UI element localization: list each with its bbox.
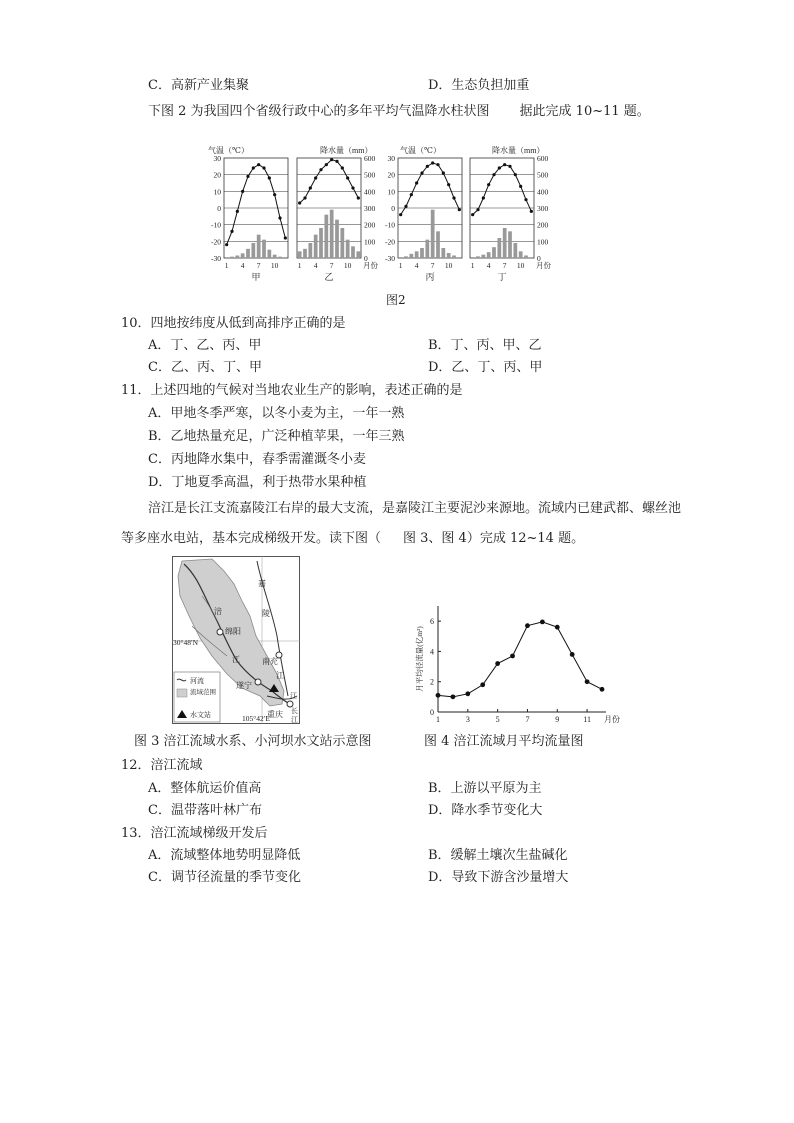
precip-bar (399, 257, 403, 258)
month-tick: 4 (414, 261, 419, 270)
q13-option-d: D．导致下游含沙量增大 (428, 870, 569, 885)
x-tick-label: 5 (495, 715, 500, 724)
intro-12-14-line1: 涪江是长江支流嘉陵江右岸的最大支流，是嘉陵江主要泥沙来源地。流域内已建武都、螺丝池 (148, 501, 682, 516)
temp-point (498, 166, 501, 169)
precip-bar (492, 247, 496, 258)
temp-point (246, 175, 249, 178)
precip-bar (319, 228, 323, 258)
precip-tick: 400 (364, 187, 376, 197)
y-tick-label: 4 (430, 647, 434, 657)
precip-bar (481, 255, 485, 258)
temp-tick: 30 (213, 154, 221, 163)
month-tick: 1 (470, 261, 475, 270)
temp-tick: -10 (385, 220, 395, 230)
q10-stem: 10．四地按纬度从低到高排序正确的是 (121, 316, 346, 331)
climate-panel-3 (385, 154, 462, 282)
precip-bar (409, 254, 413, 258)
temp-point (257, 163, 260, 166)
temp-point (415, 181, 418, 184)
figure-4-caption: 图 4 涪江流域月平均流量图 (424, 734, 584, 749)
panel-label: 丙 (425, 272, 435, 282)
place-suining: 遂宁 (236, 681, 252, 690)
panel-label: 乙 (324, 272, 334, 282)
river-label: 江 (276, 671, 284, 680)
precip-bar (283, 257, 287, 258)
month-tick: 10 (343, 261, 352, 270)
temp-tick: 30 (387, 154, 395, 163)
runoff-point (600, 687, 605, 692)
temp-point (410, 193, 413, 196)
q10-option-c: C．乙、丙、丁、甲 (148, 360, 262, 375)
month-unit: 月份 (363, 261, 378, 270)
month-tick: 10 (444, 261, 453, 270)
q11-stem: 11．上述四地的气候对当地农业生产的影响，表述正确的是 (121, 383, 463, 398)
precip-axis-title-left: 降水量（mm） (320, 146, 373, 155)
precip-bar (447, 253, 451, 258)
temp-point (278, 216, 281, 219)
q10-option-b: B．丁、丙、甲、乙 (428, 338, 542, 353)
temp-point (476, 208, 479, 211)
place-mianyang: 绵阳 (225, 627, 241, 636)
x-tick-label: 3 (465, 715, 470, 724)
temp-point (458, 208, 461, 211)
q11-option-c: C．丙地降水集中，春季需灌溉冬小麦 (148, 452, 366, 467)
temp-point (514, 173, 517, 176)
precip-bar (314, 235, 318, 258)
q10-option-d: D．乙、丁、丙、甲 (428, 360, 543, 375)
month-tick: 4 (313, 261, 318, 270)
temp-point (284, 236, 287, 239)
precip-bar (351, 246, 355, 258)
y-tick-label: 6 (430, 617, 434, 627)
temp-point (298, 201, 301, 204)
y-tick-label: 0 (430, 708, 434, 717)
temp-tick: -10 (211, 220, 221, 230)
precip-bar (303, 249, 307, 258)
temp-tick: -30 (385, 254, 395, 263)
q11-option-a: A．甲地冬季严寒，以冬小麦为主，一年一熟 (148, 406, 405, 421)
month-tick: 1 (297, 261, 302, 270)
temp-point (268, 176, 271, 179)
temp-point (482, 196, 485, 199)
temp-point (236, 210, 239, 213)
temp-tick: -30 (211, 254, 221, 263)
river-label: 江 (290, 692, 297, 700)
runoff-point (540, 620, 545, 625)
precip-bar (257, 235, 261, 258)
precip-tick: 400 (537, 187, 549, 197)
river-label: 嘉 (258, 579, 266, 588)
precip-bar (356, 251, 360, 258)
precip-bar (298, 251, 302, 258)
runoff-point (555, 625, 560, 630)
precip-bar (524, 256, 528, 259)
runoff-point (570, 652, 575, 657)
place-nanchong: 南充 (262, 657, 278, 666)
temp-point (404, 205, 407, 208)
figure-3-caption: 图 3 涪江流域水系、小河坝水文站示意图 (134, 734, 372, 749)
river-label: 江 (291, 716, 298, 724)
precip-tick: 500 (537, 170, 549, 180)
temp-point (273, 193, 276, 196)
legend-basin-icon (177, 689, 187, 697)
precip-bar (436, 231, 440, 258)
temp-point (357, 196, 360, 199)
precip-tick: 300 (364, 204, 376, 213)
precip-bar (508, 231, 512, 258)
precip-bar (497, 238, 501, 258)
month-tick: 1 (224, 261, 229, 270)
precip-bar (441, 248, 445, 258)
intro-10-11-before: 下图 2 为我国四个省级行政中心的多年平均气温降水柱状图 (148, 104, 490, 119)
temp-point (492, 173, 495, 176)
precip-tick: 0 (537, 254, 541, 263)
temp-point (314, 176, 317, 179)
legend-station: 水文站 (190, 711, 211, 719)
month-tick: 7 (430, 261, 435, 270)
figure-2-caption: 图2 (386, 293, 406, 307)
precip-bar (487, 252, 491, 258)
temp-point (346, 176, 349, 179)
temp-point (309, 186, 312, 189)
month-unit: 月份 (536, 261, 551, 270)
q9-option-c: C．高新产业集聚 (148, 78, 249, 93)
temp-tick: 10 (387, 187, 395, 197)
temp-point (508, 165, 511, 168)
temp-point (524, 198, 527, 201)
precip-bar (404, 256, 408, 258)
precip-bar (225, 257, 229, 258)
precip-tick: 100 (537, 237, 549, 247)
precip-bar (262, 240, 266, 258)
x-tick-label: 1 (436, 715, 440, 724)
month-tick: 10 (516, 261, 525, 270)
precip-tick: 200 (364, 220, 376, 230)
temp-axis-title-right: 气温（℃） (400, 146, 441, 155)
intro-12-14-line2-after: 图 3、图 4）完成 12~14 题。 (403, 531, 585, 546)
q9-option-d: D．生态负担加重 (428, 78, 530, 93)
precip-bar (251, 243, 255, 258)
temp-point (426, 165, 429, 168)
month-tick: 7 (502, 261, 507, 270)
temp-tick: -20 (385, 237, 395, 247)
precip-bar (246, 249, 250, 258)
temp-point (319, 168, 322, 171)
precip-bar (476, 256, 480, 258)
runoff-point (510, 654, 515, 659)
precip-bar (278, 257, 282, 258)
temp-point (351, 186, 354, 189)
y-tick-label: 2 (430, 677, 434, 687)
runoff-point (525, 623, 530, 628)
runoff-line (438, 622, 602, 697)
month-tick: 7 (329, 261, 334, 270)
climate-panel-2 (297, 154, 378, 282)
temp-tick: 10 (213, 187, 221, 197)
river-label: 陵 (262, 609, 270, 618)
runoff-point (465, 691, 470, 696)
river-label: 涪 (214, 607, 222, 616)
x-tick-label: 11 (583, 715, 591, 724)
precip-bar (273, 255, 277, 258)
q13-stem: 13．涪江流域梯级开发后 (121, 826, 268, 841)
precip-tick: 0 (364, 254, 368, 263)
precip-bar (431, 210, 435, 258)
place-chongqing: 重庆 (267, 710, 283, 719)
temp-point (325, 163, 328, 166)
q10-option-a: A．丁、乙、丙、甲 (148, 338, 262, 353)
month-tick: 7 (256, 261, 261, 270)
precip-bar (335, 220, 339, 258)
precip-bar (420, 248, 424, 258)
climate-panel-4 (470, 154, 551, 282)
temp-point (252, 166, 255, 169)
runoff-point (585, 679, 590, 684)
panel-label: 丁 (497, 272, 507, 282)
temp-point (431, 161, 434, 164)
panel-label: 甲 (251, 272, 261, 282)
mianyang-marker (217, 629, 223, 635)
temp-tick: 0 (217, 204, 221, 213)
runoff-point (436, 693, 441, 698)
temp-point (225, 243, 228, 246)
precip-tick: 100 (364, 237, 376, 247)
q13-option-c: C．调节径流量的季节变化 (148, 870, 301, 885)
precip-tick: 600 (537, 154, 549, 163)
intro-10-11-after: 据此完成 10~11 题。 (519, 104, 650, 119)
intro-12-14-line2 (121, 531, 584, 547)
figure-4-runoff-chart (412, 598, 632, 730)
longitude-label: 105°42′E (242, 714, 270, 723)
x-unit-label: 月份 (604, 715, 620, 724)
x-tick-label: 7 (525, 715, 530, 724)
q11-option-d: D．丁地夏季高温，利于热带水果种植 (148, 475, 367, 490)
temp-point (487, 183, 490, 186)
temp-tick: -20 (211, 237, 221, 247)
q13-option-a: A．流域整体地势明显降低 (148, 848, 301, 863)
q11-option-b: B．乙地热量充足，广泛种植苹果，一年三熟 (148, 429, 405, 444)
temp-axis-title-left: 气温（℃） (208, 146, 249, 155)
temp-tick: 20 (387, 170, 395, 180)
legend-basin: 流域范围 (190, 689, 216, 696)
figure-2-climate-charts (200, 140, 570, 310)
y-axis-label: 月平均径流量(亿m³) (415, 626, 424, 692)
latitude-label: 30°48′N (173, 638, 199, 647)
month-tick: 4 (240, 261, 245, 270)
intro-10-11 (148, 104, 650, 120)
temp-point (241, 190, 244, 193)
temp-point (330, 158, 333, 161)
precip-bar (267, 250, 271, 258)
intro-12-14-line2-before: 等多座水电站，基本完成梯级开发。读下图（ (121, 531, 382, 546)
temp-point (420, 171, 423, 174)
month-tick: 10 (270, 261, 279, 270)
precip-bar (241, 253, 245, 258)
q12-option-a: A．整体航运价值高 (148, 781, 262, 796)
temp-point (335, 160, 338, 163)
temp-point (436, 163, 439, 166)
month-tick: 1 (398, 261, 403, 270)
month-tick: 4 (486, 261, 491, 270)
q12-option-c: C．温带落叶林广布 (148, 803, 262, 818)
precip-bar (513, 243, 517, 258)
precip-bar (503, 228, 507, 258)
temp-tick: 0 (391, 204, 395, 213)
precip-bar (235, 256, 239, 259)
q13-option-b: B．缓解土壤次生盐碱化 (428, 848, 568, 863)
precip-bar (324, 215, 328, 258)
temp-point (262, 166, 265, 169)
temp-point (519, 185, 522, 188)
runoff-point (480, 682, 485, 687)
temp-point (399, 213, 402, 216)
temp-point (341, 166, 344, 169)
climate-panel-1 (211, 154, 288, 282)
temp-point (503, 163, 506, 166)
legend-river: 河流 (190, 677, 204, 685)
temp-point (447, 183, 450, 186)
precip-bar (529, 257, 533, 258)
precip-bar (415, 251, 419, 258)
precip-bar (519, 251, 523, 258)
river-label: 长 (291, 707, 298, 715)
precip-tick: 200 (537, 220, 549, 230)
precip-bar (330, 210, 334, 258)
q12-stem: 12．涪江流域 (121, 758, 203, 773)
precip-tick: 600 (364, 154, 376, 163)
temp-point (530, 210, 533, 213)
precip-bar (340, 228, 344, 258)
precip-bar (346, 240, 350, 258)
q12-option-d: D．降水季节变化大 (428, 803, 543, 818)
precip-bar (308, 243, 312, 258)
precip-tick: 500 (364, 170, 376, 180)
temp-point (442, 171, 445, 174)
temp-point (303, 196, 306, 199)
river-label: 江 (232, 655, 240, 664)
precip-bar (452, 256, 456, 259)
q12-option-b: B．上游以平原为主 (428, 781, 542, 796)
precip-tick: 300 (537, 204, 549, 213)
precip-bar (230, 257, 234, 258)
suining-marker (255, 679, 261, 685)
precip-bar (425, 240, 429, 258)
temp-tick: 20 (213, 170, 221, 180)
runoff-point (495, 661, 500, 666)
precip-axis-title-right: 降水量（mm） (492, 146, 545, 155)
temp-point (230, 230, 233, 233)
precip-bar (471, 257, 475, 258)
x-tick-label: 9 (555, 715, 560, 724)
temp-point (452, 196, 455, 199)
runoff-point (451, 694, 456, 699)
temp-point (471, 213, 474, 216)
precip-bar (457, 257, 461, 258)
figure-3-map (172, 556, 300, 724)
